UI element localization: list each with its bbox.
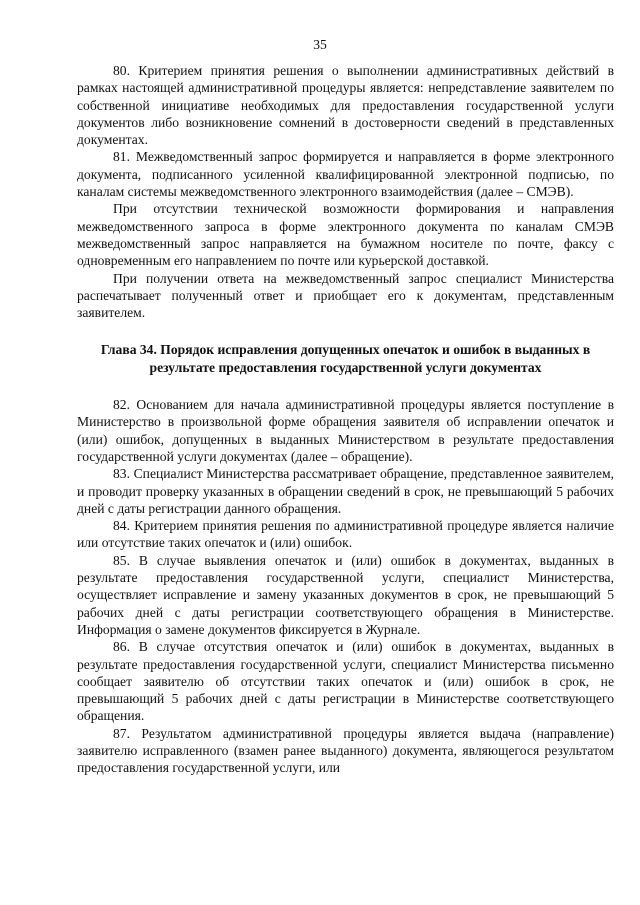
chapter-heading: Глава 34. Порядок исправления допущенных опечаток и ошибок в выданных в результате предоставления государственной услуги документах — [100, 342, 591, 375]
paragraph-84: 84. Критерием принятия решения по административной процедуре является наличие или отсутствие таких опечаток и (или) ошибок. — [77, 518, 614, 551]
document-body — [77, 62, 614, 777]
spacer — [77, 376, 614, 396]
paragraph-85: 85. В случае выявления опечаток и (или) ошибок в документах, выданных в результате предоставления государственной услуги, специалист Министерства, осуществляет исправление и замену указанных документов в срок, не превышающий 5 рабочих дней с даты регистрации соответствующего обращения в Министерстве. Информация о замене документов фиксируется в Журнале. — [77, 552, 614, 637]
spacer — [77, 321, 614, 341]
paragraph-83: 83. Специалист Министерства рассматривает обращение, представленное заявителем, и проводит проверку указанных в обращении сведений в срок, не превышающий 5 рабочих дней с даты регистрации данного обращения. — [77, 466, 614, 516]
paragraph-80: 80. Критерием принятия решения о выполнении административных действий в рамках настоящей административной процедуры является: непредставление заявителем по собственной инициативе необходимых для предоставления государственной услуги документов либо возникновение сомнений в достоверности сведений в представленных документах. — [77, 63, 614, 148]
page-number: 35 — [313, 37, 327, 52]
paragraph-response: При получении ответа на межведомственный запрос специалист Министерства распечатывает полученный ответ и приобщает его к документам, представленным заявителем. — [77, 270, 614, 321]
paragraph-87: 87. Результатом административной процедуры является выдача (направление) заявителю исправленного (взамен ранее выданного) документа, являющегося результатом предоставления государственной услуги, или — [77, 725, 614, 776]
paragraph-86: 86. В случае отсутствия опечаток и (или) ошибок в документах, выданных в результате предоставления государственной услуги, специалист Министерства письменно сообщает заявителю об отсутствии таких опечаток и (или) ошибок в срок, не превышающий 5 рабочих дней с даты регистрации в Министерстве соответствующего обращения. — [77, 639, 614, 724]
paragraph-smev-fallback: При отсутствии технической возможности формирования и направления межведомственного запроса в форме электронного документа по каналам СМЭВ межведомственный запрос направляется на бумажном носителе по почте, факсу с одновременным его направлением по почте или курьерской доставкой. — [77, 201, 614, 269]
paragraph-82: 82. Основанием для начала административной процедуры является поступление в Министерство в произвольной форме обращения заявителя об исправлении опечаток и (или) ошибок, допущенных в выданных Министерством в результате предоставления государственной услуги документах (далее – обращение). — [77, 397, 614, 464]
paragraph-81: 81. Межведомственный запрос формируется и направляется в форме электронного документа, подписанного усиленной квалифицированной электронной подписью, по каналам системы межведомственного электронного взаимодействия (далее – СМЭВ). — [77, 149, 614, 200]
